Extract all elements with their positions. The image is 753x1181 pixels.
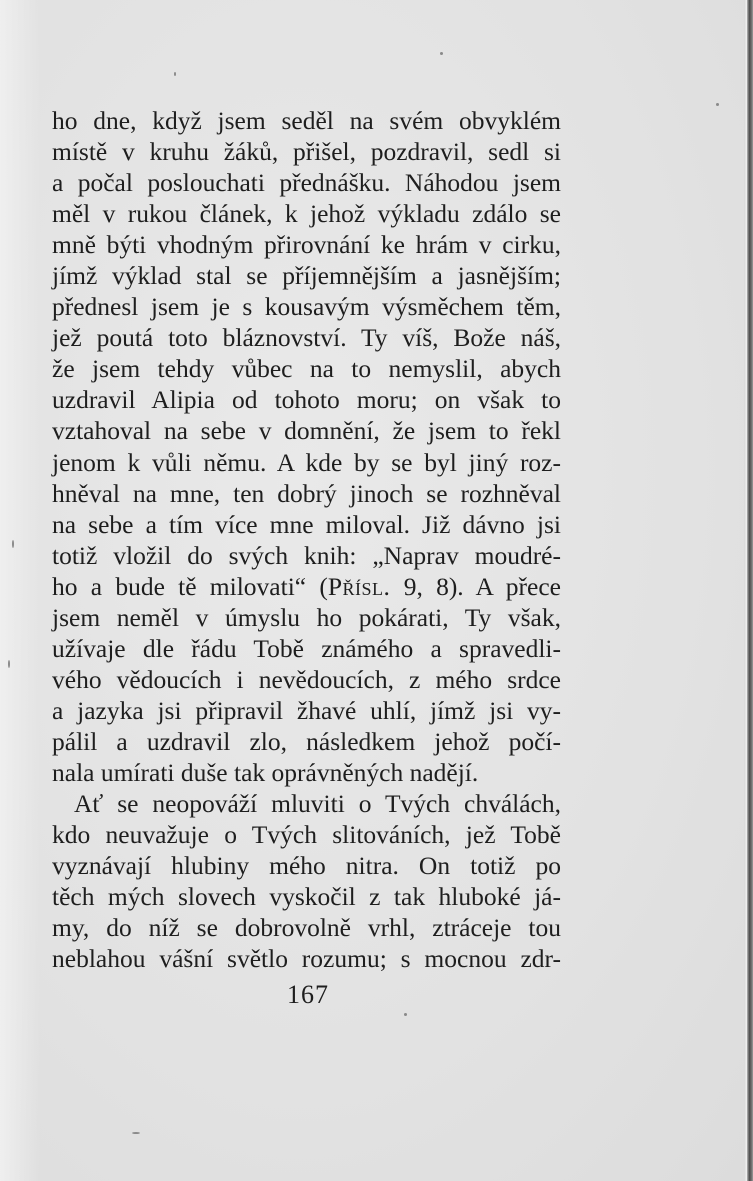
text-line: měl v rukou článek, k jehož výkladu zdálo se	[52, 199, 561, 229]
paragraph-start-line: Ať se neopováží mluviti o Tvých chválách,	[74, 789, 561, 819]
page-number: 167	[287, 980, 329, 1009]
text-line: neblahou vášní světlo rozumu; s mocnou zdr-	[52, 944, 561, 974]
text-line: jsem neměl v úmyslu ho pokárati, Ty však,	[52, 602, 561, 632]
text-line: na sebe a tím více mne miloval. Již dávno jsi	[52, 509, 561, 539]
text-line: a jazyka jsi připravil žhavé uhlí, jímž jsi vy-	[52, 695, 561, 725]
text-line: totiž vložil do svých knih: „Naprav moudré-	[52, 540, 561, 570]
text-line: jímž výklad stal se příjemnějším a jasnějším;	[52, 261, 561, 291]
text-line: hněval na mne, ten dobrý jinoch se rozhněval	[52, 478, 561, 508]
citation-smallcaps: Přísl.	[327, 571, 391, 601]
paper-speck	[440, 52, 443, 55]
text-line: že jsem tehdy vůbec na to nemyslil, abych	[52, 354, 561, 384]
text-line: vého vědoucích i nevědoucích, z mého srdce	[52, 664, 561, 694]
paper-speck	[8, 660, 10, 668]
text-line: jenom k vůli němu. A kde by se byl jiný roz-	[52, 447, 561, 477]
text-line: těch mých slovech vyskočil z tak hluboké já-	[52, 882, 561, 912]
text-line: a počal poslouchati přednášku. Náhodou jsem	[52, 168, 561, 198]
text-line-with-citation	[52, 571, 561, 602]
text-line: my, do níž se dobrovolně vrhl, ztráceje tou	[52, 913, 561, 943]
paper-speck	[716, 103, 719, 106]
paragraph-end-line: nala umírati duše tak oprávněných nadějí.	[52, 757, 479, 787]
text-line: užívaje dle řádu Tobě známého a spravedli-	[52, 633, 561, 663]
paper-speck	[12, 540, 14, 548]
paper-speck	[174, 72, 176, 76]
paper-speck	[132, 1132, 140, 1134]
text-line: vztahoval na sebe v domnění, že jsem to řekl	[52, 416, 561, 446]
text-line: mně býti vhodným přirovnání ke hrám v cirku,	[52, 230, 561, 260]
text-line: ho dne, když jsem seděl na svém obvyklém	[52, 106, 561, 135]
page-left-shading	[0, 0, 40, 1181]
book-spine-edge	[747, 0, 753, 1181]
text-line: místě v kruhu žáků, přišel, pozdravil, sedl si	[52, 137, 561, 167]
text-line: jež poutá toto bláznovství. Ty víš, Bože náš,	[52, 323, 561, 353]
text-line: vyznávají hlubiny mého nitra. On totiž po	[52, 851, 561, 881]
text-line: kdo neuvažuje o Tvých slitováních, jež Tobě	[52, 820, 561, 850]
text-segment: 9, 8). A přece	[390, 571, 561, 601]
text-segment: ho a bude tě milovati“ (	[52, 571, 328, 601]
paper-speck	[404, 1013, 407, 1016]
text-line: přednesl jsem je s kousavým výsměchem těm,	[52, 292, 561, 322]
text-line: uzdravil Alipia od tohoto moru; on však to	[52, 385, 561, 415]
body-text	[52, 105, 561, 974]
text-line: pálil a uzdravil zlo, následkem jehož počí-	[52, 726, 561, 756]
